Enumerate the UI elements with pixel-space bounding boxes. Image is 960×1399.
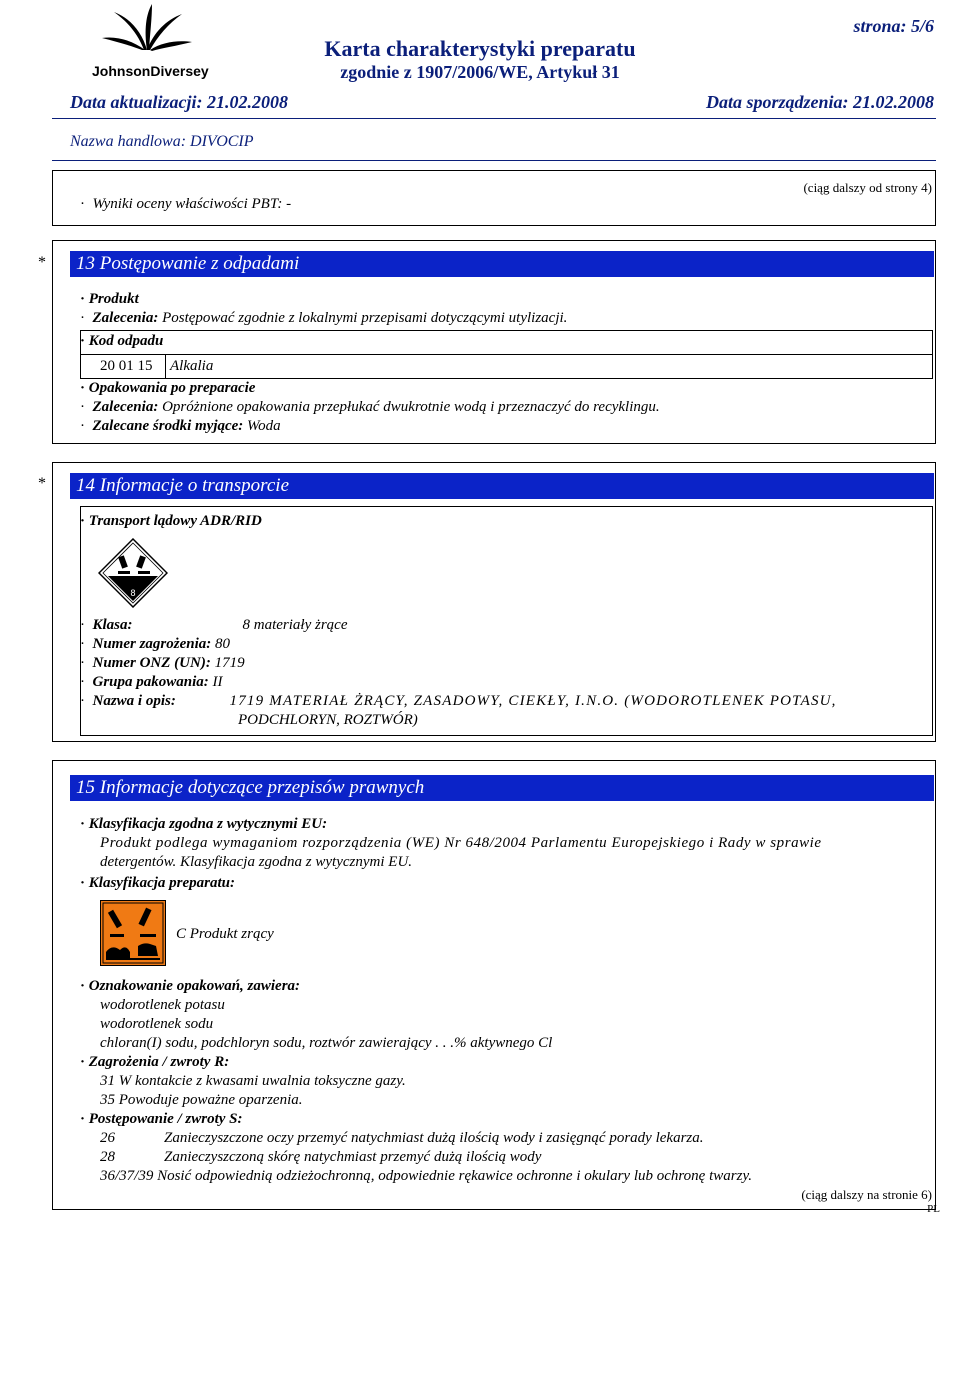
symbol-text: C Produkt zrący	[176, 926, 274, 942]
sec13-rec2-text: Opróżnione opakowania przepłukać dwukrotnie wodą i przeznaczyć do recyklingu.	[162, 399, 660, 415]
sec13-recommendation-2	[80, 399, 660, 416]
hazard-number	[80, 636, 230, 653]
r-phrase-1: 31 W kontakcie z kwasami uwalnia toksyczne gazy.	[100, 1073, 406, 1089]
s-phrases-label: · Postępowanie / zwroty S:	[80, 1111, 243, 1128]
s-phrase-2	[100, 1149, 541, 1166]
header-rule-2	[52, 160, 936, 161]
un-number	[80, 655, 245, 672]
hazard-no-value: 80	[215, 636, 231, 652]
labeling-item-3: chloran(I) sodu, podchloryn sodu, roztwór zawierający . . .% aktywnego Cl	[100, 1035, 553, 1051]
sec14-title: 14 Informacje o transporcie	[70, 473, 934, 499]
s-phrase-1	[100, 1130, 704, 1147]
trade-name: Nazwa handlowa: DIVOCIP	[70, 133, 254, 150]
document-subtitle: zgodnie z 1907/2006/WE, Artykuł 31	[340, 62, 620, 82]
pbt-value: -	[286, 196, 292, 212]
sec13-title: 13 Postępowanie z odpadami	[70, 251, 934, 277]
adr-class-8-diamond	[98, 538, 168, 608]
pbt-label-text: Wyniki oceny właściwości PBT:	[92, 196, 283, 212]
page-number: strona: 5/6	[853, 16, 934, 36]
sec13-rec-label: Zalecenia:	[92, 310, 159, 326]
labeling-item-2: wodorotlenek sodu	[100, 1016, 214, 1032]
group-value: II	[212, 674, 223, 690]
waste-name: Alkalia	[170, 358, 214, 374]
packaging-label: · Opakowania po preparacie	[80, 380, 255, 397]
packing-group	[80, 674, 223, 691]
prep-classification-label: · Klasyfikacja preparatu:	[80, 875, 235, 892]
r-phrases-label: · Zagrożenia / zwroty R:	[80, 1054, 229, 1071]
sec13-rec2-label: Zalecenia:	[92, 399, 159, 415]
cleaning-text: Woda	[247, 418, 281, 434]
s-text-3: Nosić odpowiednią odzieżochronną, odpowiednie rękawice ochronne i okulary lub ochronę twarzy.	[157, 1168, 753, 1184]
footer-lang: PL	[927, 1203, 940, 1215]
eu-text-1: Produkt podlega wymaganiom rozporządzenia (WE) Nr 648/2004 Parlamentu Europejskiego i Rady w sprawie	[100, 835, 822, 851]
waste-code: 20 01 15	[100, 358, 153, 374]
s-text-2: Zanieczyszczoną skórę natychmiast przemyć dużą ilością wody	[164, 1149, 542, 1165]
s-text-1: Zanieczyszczone oczy przemyć natychmiast dużą ilością wody i zasięgnąć porady lekarza.	[164, 1130, 704, 1146]
un-value: 1719	[214, 655, 245, 671]
class-label: Klasa:	[92, 617, 133, 633]
shipping-name-2: PODCHLORYN, ROZTWÓR)	[238, 712, 418, 728]
r-phrase-2: 35 Powoduje poważne oparzenia.	[100, 1092, 303, 1108]
cleaning-label: Zalecane środki myjące:	[92, 418, 244, 434]
sec13-star: *	[38, 254, 46, 271]
s-code-2: 28	[100, 1149, 115, 1165]
diamond-number: 8	[130, 588, 136, 598]
un-label: Numer ONZ (UN):	[92, 655, 211, 671]
name-label: Nazwa i opis:	[92, 693, 176, 709]
eu-classification-label: · Klasyfikacja zgodna z wytycznymi EU:	[80, 816, 327, 833]
continued-to: (ciąg dalszy na stronie 6)	[801, 1187, 932, 1202]
sec13-product: · Produkt	[80, 291, 139, 308]
sec13-rec-text: Postępować zgodnie z lokalnymi przepisami dotyczącymi utylizacji.	[162, 310, 568, 326]
labeling-item-1: wodorotlenek potasu	[100, 997, 225, 1013]
transport-label: · Transport lądowy ADR/RID	[80, 513, 262, 530]
shipping-name	[80, 693, 837, 710]
corrosive-icon	[100, 900, 166, 966]
s-code-1: 26	[100, 1130, 115, 1146]
creation-date: Data sporządzenia: 21.02.2008	[705, 92, 934, 112]
waste-code-label: · Kod odpadu	[80, 333, 163, 350]
class-value: 8 materiały żrące	[242, 617, 348, 633]
sec13-recommendation	[80, 310, 567, 327]
adr-class	[80, 617, 347, 634]
continued-from: (ciąg dalszy od strony 4)	[803, 180, 932, 195]
labeling-label: · Oznakowanie opakowań, zawiera:	[80, 978, 300, 995]
corrosive-symbol	[100, 900, 166, 966]
cleaning-agents	[80, 418, 281, 435]
waste-table-divider	[80, 354, 933, 355]
pbt-label	[80, 196, 291, 213]
update-date: Data aktualizacji: 21.02.2008	[70, 92, 289, 112]
logo-text: JohnsonDiversey	[92, 63, 209, 79]
s-phrase-3	[100, 1168, 752, 1185]
eu-text-2: detergentów. Klasyfikacja zgodna z wytycznymi EU.	[100, 854, 413, 870]
document-title: Karta charakterystyki preparatu	[324, 36, 636, 61]
s-code-3: 36/37/39	[100, 1168, 154, 1184]
name-value-1: 1719 MATERIAŁ ŻRĄCY, ZASADOWY, CIEKŁY, I.N.O. (WODOROTLENEK POTASU,	[229, 693, 837, 709]
sec14-star: *	[38, 475, 46, 492]
sec15-title: 15 Informacje dotyczące przepisów prawnych	[70, 775, 934, 801]
hazard-no-label: Numer zagrożenia:	[92, 636, 212, 652]
waste-table-vdivider	[165, 354, 166, 379]
header-rule	[52, 118, 936, 119]
group-label: Grupa pakowania:	[92, 674, 209, 690]
